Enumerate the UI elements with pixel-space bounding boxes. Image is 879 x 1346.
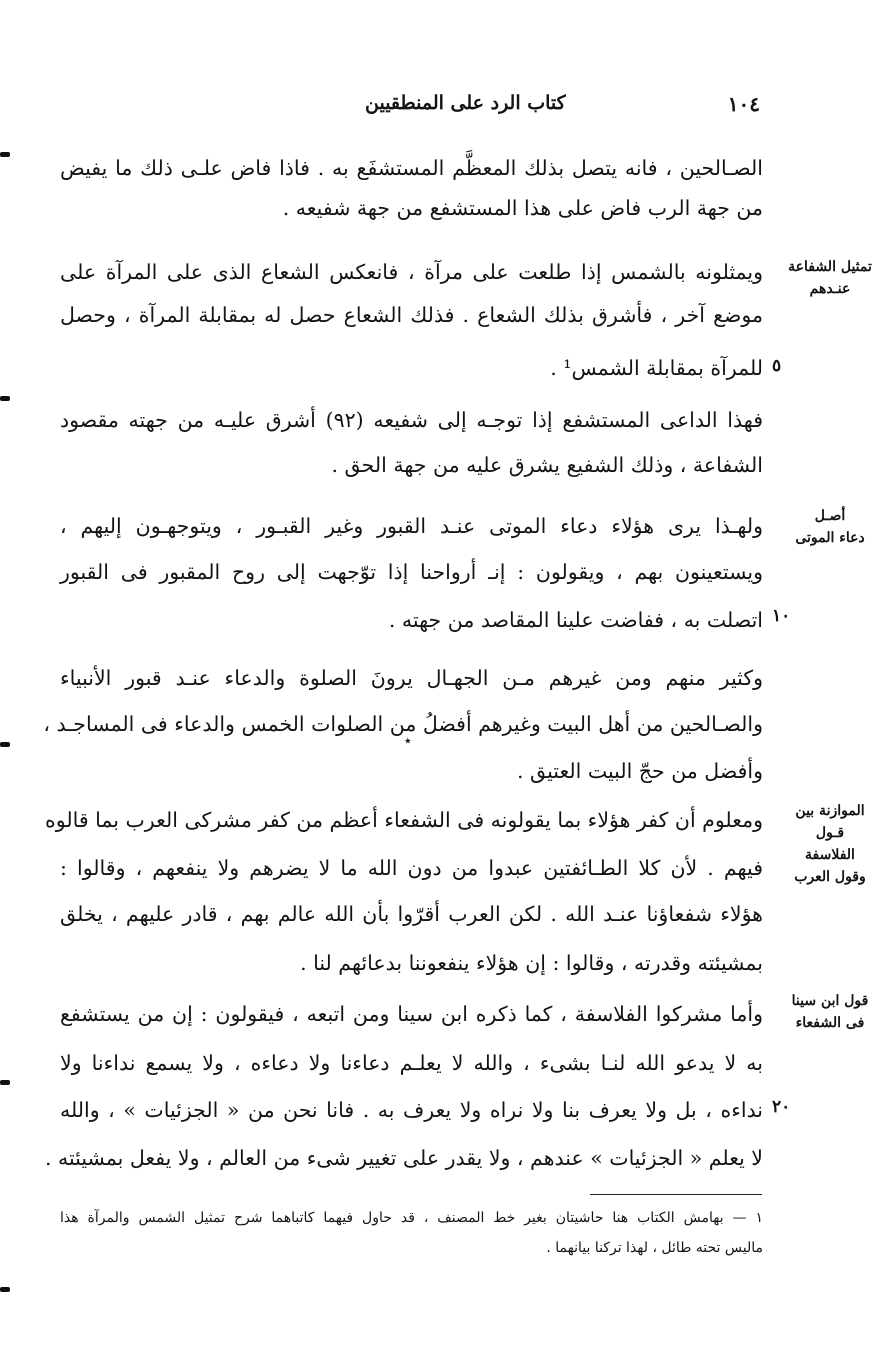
text-line: بمشيئته وقدرته ، وقالوا : إن هؤلاء ينفعوننا بدعائهم لنا .	[300, 951, 763, 975]
binding-mark	[0, 1287, 10, 1292]
text-line: لا يعلم « الجزئيات » عندهم ، ولا يقدر على تغيير شىء من العالم ، ولا يفعل بمشيئته .	[44, 1146, 763, 1170]
binding-mark	[0, 152, 10, 157]
footnote-rule	[590, 1194, 762, 1195]
page-number: ١٠٤	[727, 92, 760, 116]
margin-note: أصـل دعاء الموتى	[795, 508, 865, 546]
text-line: ويستعينون بهم ، ويقولون : إنـ أرواحنا إذا توّجهت إلى روح المقبور فى القبور	[60, 560, 763, 584]
text-line: والصـالحين من أهل البيت وغيرهم أفضلُ من الصلوات الخمس والدعاء فى المساجـد ،	[43, 712, 763, 736]
binding-mark	[0, 742, 10, 747]
text-line: وأفضل من حجّ البيت العتيق .	[516, 759, 763, 783]
footnote-line: ماليس تحته طائل ، لهذا تركنا بيانهما .	[546, 1240, 763, 1256]
text-line: موضع آخر ، فأشرق بذلك الشعاع . فذلك الشعاع حصل له بمقابلة المرآة ، وحصل	[60, 303, 763, 327]
text-line: فيهم . لأن كلا الطـائفتين عبدوا من دون الله ما لا يضرهم ولا ينفعهم ، وقالوا :	[60, 856, 763, 880]
ink-mark: ٭	[404, 733, 412, 749]
text-line: ويمثلونه بالشمس إذا طلعت على مرآة ، فانعكس الشعاع الذى على المرآة على	[60, 260, 763, 284]
line-number: ٥	[772, 356, 782, 376]
text-line: ومعلوم أن كفر هؤلاء بما يقولونه فى الشفعاء أعظم من كفر مشركى العرب بما قالوه	[45, 808, 763, 832]
text-line: وكثير منهم ومن غيرهم مـن الجهـال يرونَ الصلوة والدعاء عنـد قبور الأنبياء	[60, 666, 763, 690]
margin-note: الموازنة بين قـول الفلاسفة وقول العرب	[794, 803, 866, 885]
line-number: ١٠	[772, 606, 791, 626]
text-line: نداءه ، بل ولا يعرف بنا ولا نراه ولا يعرف به . فانا نحن من « الجزئيات » ، والله	[60, 1098, 763, 1122]
text-line: الصـالحين ، فانه يتصل بذلك المعظَّم المستشفَع به . فاذا فاض علـى ذلك ما يفيض	[60, 156, 763, 180]
text-line: للمرآة بمقابلة الشمس¹ .	[550, 356, 763, 380]
text-line: وأما مشركوا الفلاسفة ، كما ذكره ابن سينا ومن اتبعه ، فيقولون : إن من يستشفع	[60, 1002, 763, 1026]
text-line: اتصلت به ، ففاضت علينا المقاصد من جهته .	[388, 608, 763, 632]
text-line: من جهة الرب فاض على هذا المستشفع من جهة شفيعه .	[282, 196, 763, 220]
binding-mark	[0, 396, 10, 401]
line-number: ٢٠	[772, 1097, 791, 1117]
footnote-line: ١ — بهامش الكتاب هنا حاشيتان بغير خط المصنف ، قد حاول فيهما كاتباهما شرح تمثيل الشمس والمرآة هذا	[60, 1210, 763, 1226]
text-line: هؤلاء شفعاؤنا عنـد الله . لكن العرب أقرّوا بأن الله عالم بهم ، قادر عليهم ، يخلق	[60, 902, 763, 926]
text-line: به لا يدعو الله لنـا بشىء ، والله لا يعلـم دعاءنا ولا دعاءه ، ولا يسمع نداءنا ولا	[60, 1051, 763, 1075]
margin-note: تمثيل الشفاعة عنـدهم	[788, 259, 872, 297]
margin-note: قول ابن سينا فى الشفعاء	[791, 993, 869, 1031]
text-line: فهذا الداعى المستشفع إذا توجـه إلى شفيعه (٩٢) أشرق عليـه من جهته مقصود	[60, 408, 763, 432]
running-title: كتاب الرد على المنطقيين	[365, 92, 566, 114]
binding-mark	[0, 1080, 10, 1085]
text-line: ولهـذا يرى هؤلاء دعاء الموتى عنـد القبور وغير القبـور ، ويتوجهـون إليهم ،	[60, 514, 763, 538]
page-header	[60, 92, 760, 126]
text-line: الشفاعة ، وذلك الشفيع يشرق عليه من جهة الحق .	[331, 453, 763, 477]
